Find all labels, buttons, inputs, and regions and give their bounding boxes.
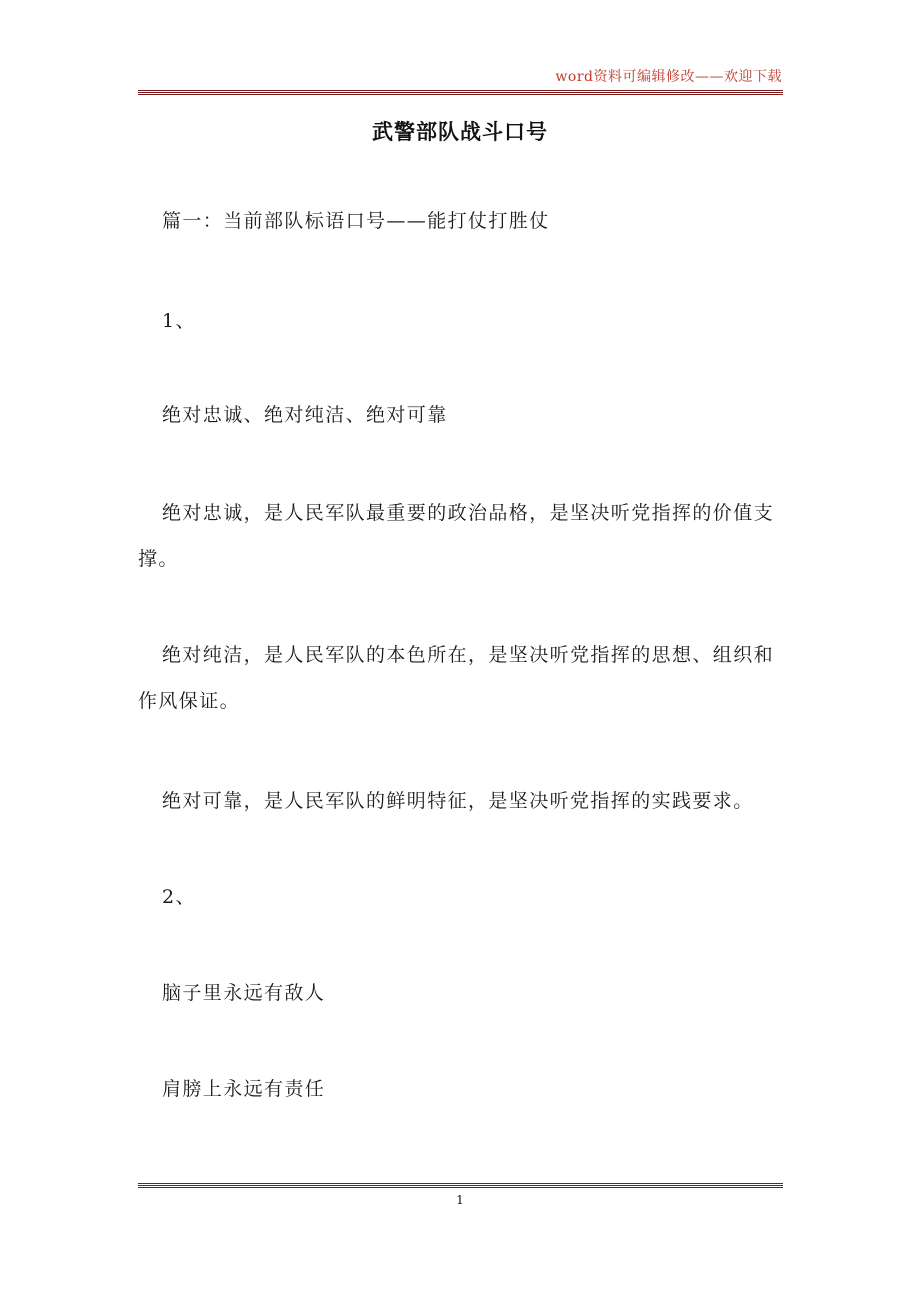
page-number: 1 [456, 1193, 464, 1207]
body-paragraph: 绝对忠诚，是人民军队最重要的政治品格，是坚决听党指挥的价值支撑。 [138, 502, 775, 570]
slogan-line: 绝对忠诚、绝对纯洁、绝对可靠 [162, 404, 448, 426]
header-tagline: word资料可编辑修改——欢迎下载 [555, 69, 782, 85]
item-number: 1、 [162, 310, 196, 332]
document-title: 武警部队战斗口号 [372, 120, 548, 144]
body-paragraph: 绝对纯洁，是人民军队的本色所在，是坚决听党指挥的思想、组织和作风保证。 [138, 644, 775, 712]
section-heading: 篇一：当前部队标语口号——能打仗打胜仗 [162, 210, 550, 232]
header-divider [138, 90, 783, 96]
body-paragraph: 绝对可靠，是人民军队的鲜明特征，是坚决听党指挥的实践要求。 [162, 790, 754, 812]
slogan-line: 脑子里永远有敌人 [162, 982, 326, 1004]
item-number: 2、 [162, 886, 196, 908]
slogan-line: 肩膀上永远有责任 [162, 1078, 326, 1100]
footer-divider [138, 1183, 783, 1189]
